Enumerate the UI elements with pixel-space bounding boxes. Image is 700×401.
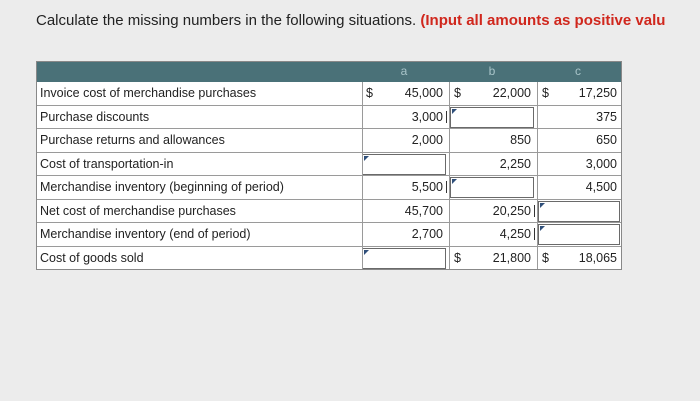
value-cell-b <box>450 83 534 104</box>
dollar-sign: $ <box>366 86 373 100</box>
column-header-b: b <box>488 64 496 78</box>
row-label: Purchase discounts <box>40 109 150 124</box>
table-row <box>36 129 622 152</box>
cell-value: 21,800 <box>492 250 531 265</box>
cell-value: 375 <box>596 109 617 124</box>
answer-input-a[interactable] <box>362 248 446 269</box>
answer-input-b[interactable] <box>450 107 534 128</box>
cell-value: 5,500 <box>411 180 443 194</box>
cell-value: 45,000 <box>404 86 443 100</box>
row-label: Merchandise inventory (beginning of period) <box>40 180 284 194</box>
cell-value: 45,700 <box>404 203 443 218</box>
value-cell-b <box>450 154 534 175</box>
purchases-table <box>36 61 622 270</box>
value-cell-c <box>538 83 620 104</box>
row-label: Purchase returns and allowances <box>40 133 225 147</box>
value-cell-b <box>450 224 534 245</box>
cell-divider <box>446 111 447 123</box>
value-cell-a <box>362 83 446 104</box>
value-cell-b <box>450 130 534 151</box>
cell-value: 17,250 <box>578 86 617 100</box>
cell-value: 850 <box>510 133 531 147</box>
cell-divider <box>534 205 535 217</box>
answer-input-a[interactable] <box>362 154 446 175</box>
column-divider <box>537 82 538 270</box>
dollar-sign: $ <box>454 86 461 100</box>
table-row <box>36 247 622 270</box>
column-header-a: a <box>400 64 408 78</box>
value-cell-c <box>538 154 620 175</box>
table-header <box>36 61 622 82</box>
column-divider <box>449 82 450 270</box>
cell-value: 650 <box>596 133 617 147</box>
dollar-sign: $ <box>542 250 549 265</box>
cell-value: 2,000 <box>411 133 443 147</box>
answer-input-c[interactable] <box>538 224 620 245</box>
cell-value: 2,250 <box>499 156 531 171</box>
value-cell-c <box>538 107 620 128</box>
dollar-sign: $ <box>454 250 461 265</box>
table-row <box>36 200 622 223</box>
table-row <box>36 82 622 105</box>
cell-divider <box>534 228 535 240</box>
value-cell-a <box>362 224 446 245</box>
value-cell-a <box>362 201 446 222</box>
cell-value: 3,000 <box>585 156 617 171</box>
row-label: Cost of goods sold <box>40 250 144 265</box>
value-cell-a <box>362 130 446 151</box>
value-cell-c <box>538 130 620 151</box>
dollar-sign: $ <box>542 86 549 100</box>
value-cell-c <box>538 177 620 198</box>
table-row <box>36 176 622 199</box>
column-divider <box>362 82 363 270</box>
value-cell-b <box>450 248 534 269</box>
answer-input-b[interactable] <box>450 177 534 198</box>
row-label: Merchandise inventory (end of period) <box>40 227 251 241</box>
value-cell-a <box>362 107 446 128</box>
answer-input-c[interactable] <box>538 201 620 222</box>
cell-value: 3,000 <box>411 109 443 124</box>
table-row <box>36 153 622 176</box>
cell-value: 18,065 <box>578 250 617 265</box>
cell-divider <box>446 181 447 193</box>
instructions-text <box>36 12 665 29</box>
row-label: Invoice cost of merchandise purchases <box>40 86 257 100</box>
table-row <box>36 106 622 129</box>
instructions-note: (Input all amounts as positive valu <box>420 12 666 29</box>
value-cell-c <box>538 248 620 269</box>
row-label: Net cost of merchandise purchases <box>40 203 236 218</box>
cell-value: 22,000 <box>492 86 531 100</box>
table-row <box>36 223 622 246</box>
column-header-c: c <box>575 64 581 78</box>
value-cell-b <box>450 201 534 222</box>
cell-value: 20,250 <box>492 203 531 218</box>
value-cell-a <box>362 177 446 198</box>
row-label: Cost of transportation-in <box>40 156 174 171</box>
cell-value: 4,250 <box>499 227 531 241</box>
instructions-main: Calculate the missing numbers in the following situations. <box>36 12 417 29</box>
cell-value: 2,700 <box>411 227 443 241</box>
cell-value: 4,500 <box>585 180 617 194</box>
